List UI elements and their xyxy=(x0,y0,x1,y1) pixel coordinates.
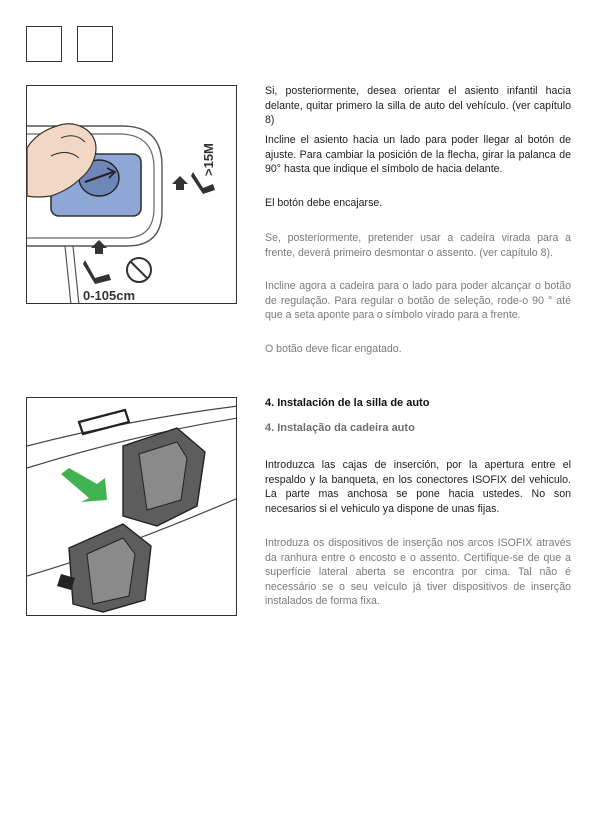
figure-adjustment-button xyxy=(26,85,237,304)
figure-isofix-guides xyxy=(26,397,237,616)
checkbox-square-2 xyxy=(77,26,113,62)
paragraph-es-3: El botón debe encajarse. xyxy=(265,197,383,209)
weight-label: >15M xyxy=(201,143,216,176)
paragraph-pt-3: O botão deve ficar engatado. xyxy=(265,343,402,355)
adjustment-illustration xyxy=(27,86,237,304)
heading-pt: 4. Instalação da cadeira auto xyxy=(265,422,415,434)
range-label: 0-105cm xyxy=(83,288,136,303)
isofix-illustration xyxy=(27,398,237,616)
paragraph-pt-2: Incline agora a cadeira para o lado para poder alcançar o botão de regulação. Para regular o botão de seleção, rode-o 90 ° até que a seta aponte para o símbolo virado para a frente. xyxy=(265,280,571,322)
paragraph-pt-isofix: Introduza os dispositivos de inserção nos arcos ISOFIX através da ranhura entre o encosto e o assento. Certifique-se de que a superfície lateral aberta se encontra por cima. Tal não é necessário se o seu veículo já tiver dispositivos de inserção instalados de forma fixa. xyxy=(265,537,571,608)
paragraph-es-2: Incline el asiento hacia un lado para poder llegar al botón de ajuste. Para cambiar la posición de la flecha, girar la palanca de 90° hasta que indique el símbolo de hacia delante. xyxy=(265,134,571,176)
paragraph-pt-1: Se, posteriormente, pretender usar a cadeira virada para a frente, deverá primeiro desmontar o assento. (ver capítulo 8). xyxy=(265,232,571,259)
paragraph-es-1: Si, posteriormente, desea orientar el asiento infantil hacia delante, quitar primero la silla de auto del vehículo. (ver capítulo 8) xyxy=(265,85,571,127)
checkbox-square-1 xyxy=(26,26,62,62)
paragraph-es-isofix: Introduzca las cajas de inserción, por la apertura entre el respaldo y la banqueta, en los conectores ISOFIX del vehiculo. La parte mas anchosa se pone hacia ustedes. No son necesarios si el vehiculo ya dispone de unas fijas. xyxy=(265,459,571,515)
heading-es: 4. Instalación de la silla de auto xyxy=(265,397,430,409)
